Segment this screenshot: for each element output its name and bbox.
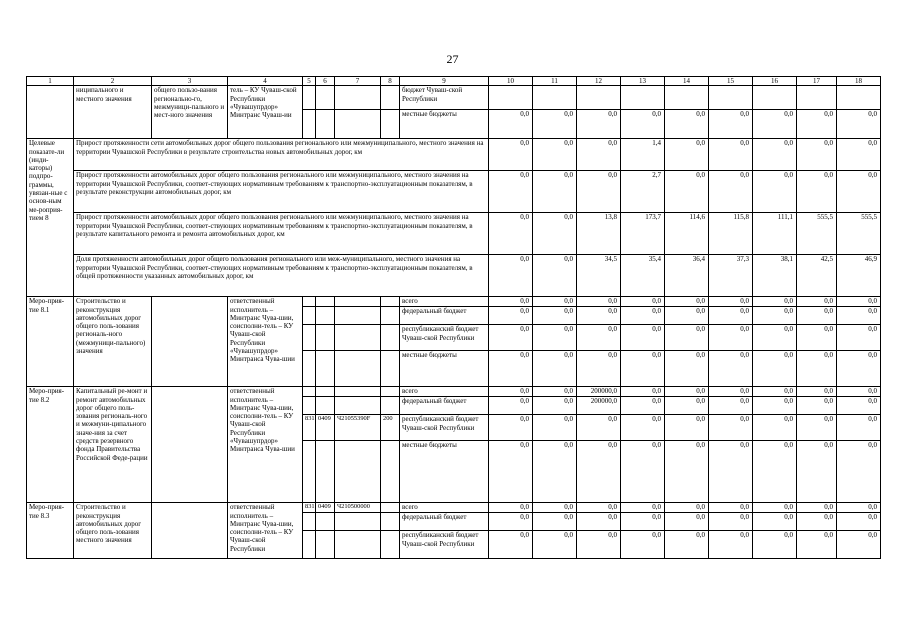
value-cell: 0,0: [665, 297, 709, 307]
column-number: 9: [400, 77, 489, 86]
value-cell: 0,0: [837, 297, 881, 307]
table-row: [27, 139, 881, 171]
value-cell: 38,1: [753, 255, 797, 297]
table-row: [27, 86, 881, 110]
value-cell: 0,0: [533, 110, 577, 139]
empty-cell: [152, 503, 228, 559]
value-cell: 0,0: [577, 351, 621, 387]
code-cell: [381, 513, 400, 531]
value-cell: 0,0: [489, 139, 533, 171]
code-cell: [381, 387, 400, 397]
value-cell: 0,0: [797, 307, 837, 325]
column-number: 16: [753, 77, 797, 86]
code-cell: [303, 397, 316, 415]
table-row: [27, 297, 881, 307]
code-cell: [335, 351, 381, 387]
source-cell: федеральный бюджет: [400, 513, 489, 531]
value-cell: 0,0: [533, 513, 577, 531]
source-cell: местные бюджеты: [400, 351, 489, 387]
column-number: 8: [381, 77, 400, 86]
value-cell: 0,0: [753, 325, 797, 351]
value-cell: 0,0: [621, 297, 665, 307]
code-cell: [335, 325, 381, 351]
value-cell: 0,0: [489, 531, 533, 559]
value-cell: 0,0: [753, 139, 797, 171]
value-cell: 0,0: [621, 307, 665, 325]
value-cell: 0,0: [621, 110, 665, 139]
code-cell: [316, 297, 335, 307]
value-cell: 0,0: [753, 307, 797, 325]
empty-cell: [837, 86, 881, 110]
value-cell: 0,0: [665, 441, 709, 503]
value-cell: 0,0: [665, 351, 709, 387]
value-cell: 0,0: [577, 139, 621, 171]
value-cell: 0,0: [753, 441, 797, 503]
code-cell: [303, 351, 316, 387]
executor-cell: ответственный исполнитель – Минтранс Чува-шии, соисполни-тель – КУ Чуваш-ской Республики «Чувашупрдор» Минтранса Чува-шии: [228, 387, 303, 503]
code-cell: [316, 351, 335, 387]
value-cell: 0,0: [665, 531, 709, 559]
value-cell: 0,0: [709, 110, 753, 139]
value-cell: 555,5: [797, 213, 837, 255]
value-cell: 0,0: [621, 441, 665, 503]
value-cell: 0,0: [489, 325, 533, 351]
value-cell: 0,0: [837, 503, 881, 513]
code-cell: 0409: [316, 503, 335, 513]
value-cell: 0,0: [665, 139, 709, 171]
source-cell: бюджет Чуваш-ской Республики: [400, 86, 489, 110]
value-cell: 0,0: [709, 503, 753, 513]
source-cell: республиканский бюджет Чуваш-ской Республики: [400, 325, 489, 351]
value-cell: 0,0: [797, 513, 837, 531]
empty-cell: [709, 86, 753, 110]
value-cell: 173,7: [621, 213, 665, 255]
value-cell: 0,0: [837, 397, 881, 415]
value-cell: 0,0: [753, 297, 797, 307]
source-cell: местные бюджеты: [400, 110, 489, 139]
empty-cell: [489, 86, 533, 110]
value-cell: 0,0: [577, 325, 621, 351]
empty-cell: [753, 86, 797, 110]
value-cell: 0,0: [533, 397, 577, 415]
event-name: ниципального и местного значения: [74, 86, 152, 139]
code-cell: [381, 531, 400, 559]
value-cell: 0,0: [797, 325, 837, 351]
value-cell: 0,0: [665, 397, 709, 415]
table-row: [27, 213, 881, 255]
column-number: 14: [665, 77, 709, 86]
value-cell: 0,0: [837, 110, 881, 139]
value-cell: 114,6: [665, 213, 709, 255]
code-cell: [316, 441, 335, 503]
table-row: [27, 171, 881, 213]
value-cell: 34,5: [577, 255, 621, 297]
value-cell: 0,0: [621, 397, 665, 415]
value-cell: 0,0: [753, 503, 797, 513]
value-cell: 0,0: [709, 351, 753, 387]
column-number: 6: [316, 77, 335, 86]
value-cell: 115,8: [709, 213, 753, 255]
value-cell: 0,0: [489, 441, 533, 503]
measure-name: Строительство и реконструкция автомобильных дорог общего поль-зования местного значения: [74, 503, 152, 559]
column-number: 15: [709, 77, 753, 86]
column-number: 7: [335, 77, 381, 86]
value-cell: 0,0: [797, 415, 837, 441]
column-number: 13: [621, 77, 665, 86]
value-cell: 0,0: [797, 110, 837, 139]
value-cell: 0,0: [621, 325, 665, 351]
value-cell: 0,0: [709, 415, 753, 441]
source-cell: республиканский бюджет Чуваш-ской Республики: [400, 531, 489, 559]
value-cell: 0,0: [797, 441, 837, 503]
code-cell: [303, 387, 316, 397]
code-cell: [381, 325, 400, 351]
table-row: [27, 387, 881, 397]
value-cell: 0,0: [489, 297, 533, 307]
value-cell: 0,0: [797, 351, 837, 387]
value-cell: 0,0: [709, 513, 753, 531]
value-cell: 0,0: [665, 110, 709, 139]
table-row: [27, 77, 881, 86]
budget-table: [26, 76, 881, 559]
value-cell: 0,0: [533, 171, 577, 213]
empty-cell: [335, 86, 381, 110]
value-cell: 0,0: [489, 397, 533, 415]
code-cell: 0409: [316, 415, 335, 441]
source-cell: всего: [400, 297, 489, 307]
value-cell: 0,0: [665, 307, 709, 325]
code-cell: [303, 325, 316, 351]
source-cell: республиканский бюджет Чуваш-ской Республики: [400, 415, 489, 441]
source-cell: всего: [400, 503, 489, 513]
value-cell: 0,0: [577, 110, 621, 139]
value-cell: 0,0: [709, 441, 753, 503]
value-cell: 0,0: [621, 531, 665, 559]
value-cell: 0,0: [709, 387, 753, 397]
executor-cell: ответственный исполнитель – Минтранс Чува-шии, соисполни-тель – КУ Чуваш-ской Республики «Чувашупрдор» Минтранса Чува-шии: [228, 297, 303, 387]
code-cell: [335, 397, 381, 415]
value-cell: 0,0: [621, 415, 665, 441]
value-cell: 0,0: [709, 397, 753, 415]
source-cell: федеральный бюджет: [400, 397, 489, 415]
code-cell: [303, 513, 316, 531]
value-cell: 200000,0: [577, 387, 621, 397]
value-cell: 0,0: [665, 387, 709, 397]
value-cell: 0,0: [665, 171, 709, 213]
value-cell: 0,0: [577, 503, 621, 513]
measure-name: Капитальный ре-монт и ремонт автомобильных дорог общего поль-зования региональ-ного и межмуни-ципального значе-ния за счет средств резервного фонда Правительства Российской Феде-рации: [74, 387, 152, 503]
value-cell: 0,0: [797, 387, 837, 397]
column-number: 17: [797, 77, 837, 86]
page-number: 27: [446, 52, 459, 66]
measure-label: Меро-прия-тие 8.1: [27, 297, 74, 387]
value-cell: 0,0: [797, 503, 837, 513]
value-cell: 0,0: [837, 307, 881, 325]
value-cell: 0,0: [577, 441, 621, 503]
value-cell: 0,0: [621, 503, 665, 513]
value-cell: 0,0: [489, 503, 533, 513]
code-cell: [335, 297, 381, 307]
value-cell: 0,0: [837, 139, 881, 171]
value-cell: 46,9: [837, 255, 881, 297]
code-cell: [316, 307, 335, 325]
code-cell: [335, 441, 381, 503]
value-cell: 0,0: [533, 297, 577, 307]
code-cell: [303, 441, 316, 503]
value-cell: 0,0: [797, 397, 837, 415]
code-cell: [303, 307, 316, 325]
empty-cell: [533, 86, 577, 110]
value-cell: 0,0: [533, 415, 577, 441]
empty-cell: [152, 387, 228, 503]
code-cell: [316, 387, 335, 397]
value-cell: 0,0: [837, 325, 881, 351]
column-number: 3: [152, 77, 228, 86]
value-cell: 0,0: [621, 387, 665, 397]
value-cell: 0,0: [621, 513, 665, 531]
value-cell: 0,0: [489, 255, 533, 297]
value-cell: 0,0: [753, 110, 797, 139]
empty-cell: [303, 110, 316, 139]
value-cell: 0,0: [753, 513, 797, 531]
value-cell: 0,0: [577, 513, 621, 531]
empty-cell: [27, 86, 74, 139]
value-cell: 0,0: [577, 307, 621, 325]
value-cell: 0,0: [709, 139, 753, 171]
value-cell: 13,8: [577, 213, 621, 255]
value-cell: 0,0: [489, 513, 533, 531]
value-cell: 0,0: [577, 531, 621, 559]
value-cell: 0,0: [533, 139, 577, 171]
source-cell: федеральный бюджет: [400, 307, 489, 325]
value-cell: 0,0: [533, 531, 577, 559]
table-row: [27, 503, 881, 513]
value-cell: 0,0: [797, 531, 837, 559]
measure-label: Меро-прия-тие 8.3: [27, 503, 74, 559]
column-number: 5: [303, 77, 316, 86]
value-cell: 0,0: [797, 139, 837, 171]
empty-cell: [577, 86, 621, 110]
column-number: 10: [489, 77, 533, 86]
code-cell: [381, 351, 400, 387]
value-cell: 0,0: [577, 297, 621, 307]
code-cell: 831: [303, 415, 316, 441]
value-cell: 0,0: [753, 387, 797, 397]
value-cell: 0,0: [797, 297, 837, 307]
source-cell: местные бюджеты: [400, 441, 489, 503]
value-cell: 0,0: [533, 213, 577, 255]
value-cell: 0,0: [797, 171, 837, 213]
indicator-text: Прирост протяженности автомобильных дорог общего пользования регионального или межмуниципального, местного значения на территории Чувашской Республики, соответ-ствующих нормативным требованиям к транспортно-эксплуатационным показателям, в результате реконструкции автомобильных дорог, км: [74, 171, 489, 213]
code-cell: [335, 387, 381, 397]
empty-cell: [335, 110, 381, 139]
indicator-text: Доля протяженности автомобильных дорог общего пользования регионального или меж-муниципального, местного значения на территории Чувашской Республики, соответ-ствующих нормативным требованиям к транспортно-эксплуатационным показателям, в общей протяженности указанных автомобильных дорог, км: [74, 255, 489, 297]
value-cell: 1,4: [621, 139, 665, 171]
value-cell: 0,0: [665, 415, 709, 441]
source-cell: всего: [400, 387, 489, 397]
executor-cell: ответственный исполнитель – Минтранс Чува-шии, соисполни-тель – КУ Чуваш-ской Республики: [228, 503, 303, 559]
value-cell: 0,0: [533, 387, 577, 397]
value-cell: 0,0: [709, 307, 753, 325]
value-cell: 0,0: [621, 351, 665, 387]
code-cell: Ч21055390F: [335, 415, 381, 441]
value-cell: 0,0: [709, 297, 753, 307]
indicators-label: Целевые показате-ли (инди-каторы) подпро-граммы, увязан-ные с основ-ным ме-роприя-тием 8: [27, 139, 74, 297]
column-number: 4: [228, 77, 303, 86]
value-cell: 0,0: [837, 351, 881, 387]
code-cell: [381, 397, 400, 415]
value-cell: 111,1: [753, 213, 797, 255]
empty-cell: [316, 86, 335, 110]
value-cell: 0,0: [709, 171, 753, 213]
value-cell: 0,0: [753, 397, 797, 415]
measure-label: Меро-прия-тие 8.2: [27, 387, 74, 503]
code-cell: 831: [303, 503, 316, 513]
code-cell: 200: [381, 415, 400, 441]
value-cell: 2,7: [621, 171, 665, 213]
value-cell: 0,0: [533, 325, 577, 351]
empty-cell: [797, 86, 837, 110]
column-number: 2: [74, 77, 152, 86]
value-cell: 0,0: [837, 387, 881, 397]
measure-name: Строительство и реконструкция автомобильных дорог общего поль-зования региональ-ного (межмуници-пального) значения: [74, 297, 152, 387]
column-number: 18: [837, 77, 881, 86]
empty-cell: [381, 86, 400, 110]
value-cell: 0,0: [837, 513, 881, 531]
code-cell: [335, 307, 381, 325]
code-cell: [381, 503, 400, 513]
executor-cell: тель – КУ Чуваш-ской Республики «Чувашупрдор» Минтранс Чуваш-ии: [228, 86, 303, 139]
value-cell: 0,0: [533, 307, 577, 325]
value-cell: 0,0: [665, 513, 709, 531]
value-cell: 0,0: [533, 503, 577, 513]
value-cell: 0,0: [753, 415, 797, 441]
value-cell: 0,0: [489, 351, 533, 387]
value-cell: 0,0: [837, 415, 881, 441]
value-cell: 37,3: [709, 255, 753, 297]
value-cell: 0,0: [533, 351, 577, 387]
event-object: общего пользо-вания регионально-го, межмуници-пального и мест-ного значения: [152, 86, 228, 139]
value-cell: 0,0: [489, 171, 533, 213]
indicator-text: Прирост протяженности сети автомобильных дорог общего пользования регионального или межмуниципального, местного значения на территории Чувашской Республики в результате строительства новых автомобильных дорог, км: [74, 139, 489, 171]
code-cell: Ч210500000: [335, 503, 381, 513]
column-number: 1: [27, 77, 74, 86]
value-cell: 0,0: [489, 213, 533, 255]
code-cell: [316, 397, 335, 415]
indicator-text: Прирост протяженности автомобильных дорог общего пользования регионального или межмуниципального, местного значения на территории Чувашской Республики, соответ-ствующих нормативным требованиям к транспортно-эксплуатационным показателям, в результате капитального ремонта и ремонта автомобильных дорог, км: [74, 213, 489, 255]
value-cell: 0,0: [489, 307, 533, 325]
value-cell: 0,0: [665, 503, 709, 513]
value-cell: 0,0: [753, 351, 797, 387]
column-number: 12: [577, 77, 621, 86]
value-cell: 0,0: [753, 171, 797, 213]
value-cell: 200000,0: [577, 397, 621, 415]
column-number: 11: [533, 77, 577, 86]
code-cell: [303, 531, 316, 559]
value-cell: 0,0: [577, 171, 621, 213]
value-cell: 0,0: [533, 441, 577, 503]
value-cell: 0,0: [753, 531, 797, 559]
value-cell: 0,0: [489, 415, 533, 441]
value-cell: 0,0: [665, 325, 709, 351]
code-cell: [303, 297, 316, 307]
empty-cell: [152, 297, 228, 387]
table-row: [27, 255, 881, 297]
empty-cell: [303, 86, 316, 110]
code-cell: [316, 531, 335, 559]
value-cell: 42,5: [797, 255, 837, 297]
value-cell: 0,0: [489, 387, 533, 397]
code-cell: [381, 297, 400, 307]
value-cell: 36,4: [665, 255, 709, 297]
empty-cell: [621, 86, 665, 110]
value-cell: 555,5: [837, 213, 881, 255]
value-cell: 0,0: [533, 255, 577, 297]
value-cell: 0,0: [709, 531, 753, 559]
value-cell: 0,0: [489, 110, 533, 139]
value-cell: 0,0: [709, 325, 753, 351]
empty-cell: [316, 110, 335, 139]
code-cell: [381, 441, 400, 503]
empty-cell: [665, 86, 709, 110]
code-cell: [335, 513, 381, 531]
value-cell: 0,0: [837, 171, 881, 213]
empty-cell: [381, 110, 400, 139]
code-cell: [335, 531, 381, 559]
code-cell: [316, 513, 335, 531]
code-cell: [316, 325, 335, 351]
value-cell: 0,0: [837, 531, 881, 559]
value-cell: 0,0: [577, 415, 621, 441]
value-cell: 0,0: [837, 441, 881, 503]
code-cell: [381, 307, 400, 325]
value-cell: 35,4: [621, 255, 665, 297]
